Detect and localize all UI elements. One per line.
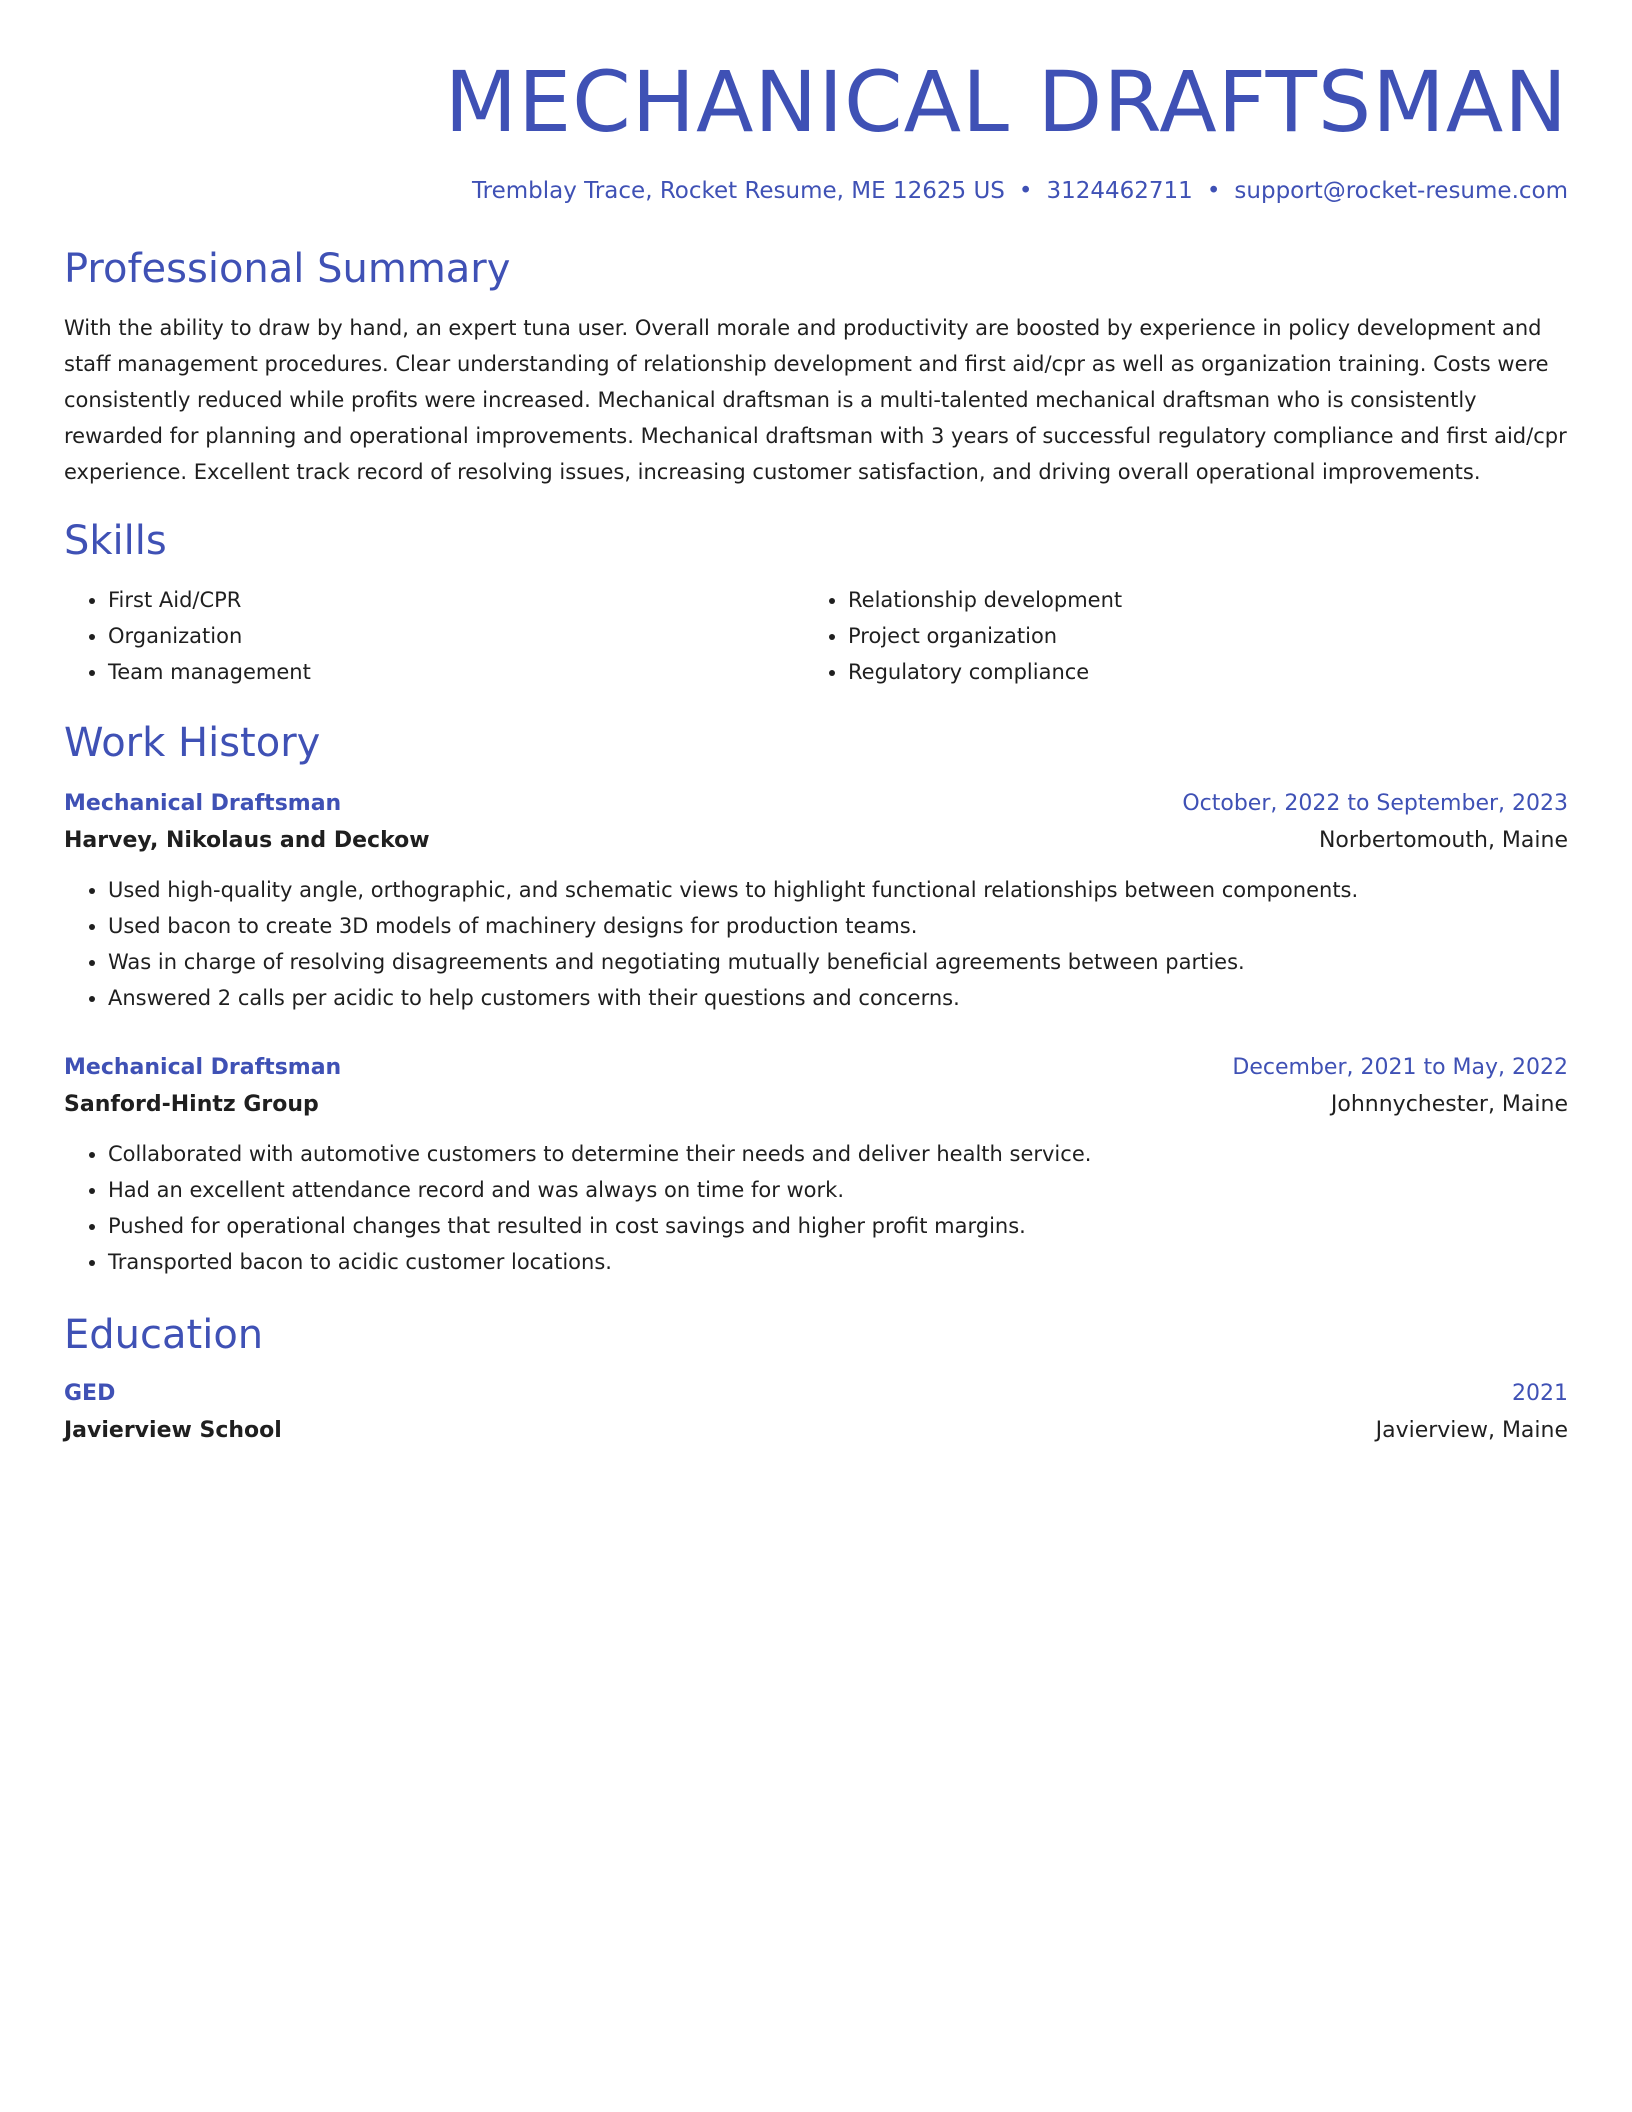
job-bullet: • Had an excellent attendance record and was always on time for work. — [108, 1172, 1568, 1208]
job-employer-row — [64, 1086, 1568, 1124]
job-bullet: • Pushed for operational changes that resulted in cost savings and higher profit margins. — [108, 1208, 1568, 1244]
job-header-row — [64, 1050, 1568, 1086]
job-bullet: • Answered 2 calls per acidic to help customers with their questions and concerns. — [108, 980, 1568, 1016]
job-location: Norbertomouth, Maine — [1318, 828, 1568, 853]
job-bullet: • Used high-quality angle, orthographic, and schematic views to highlight functional relationships between components. — [108, 872, 1568, 908]
job-bullet: • Transported bacon to acidic customer locations. — [108, 1244, 1568, 1280]
job-location: Johnnychester, Maine — [1330, 1092, 1568, 1117]
job-employer: Sanford-Hintz Group — [64, 1092, 319, 1117]
contact-separator: • — [1206, 178, 1221, 204]
skills-list — [64, 582, 1568, 690]
job-entry — [64, 1050, 1568, 1280]
contact-email: support@rocket-resume.com — [1234, 178, 1568, 204]
skill-item: • Regulatory compliance — [848, 654, 1568, 690]
skill-item: • First Aid/CPR — [108, 582, 804, 618]
job-bullet: • Collaborated with automotive customers to determine their needs and deliver health service. — [108, 1136, 1568, 1172]
job-dates: October, 2022 to September, 2023 — [1182, 791, 1568, 816]
contact-address: Tremblay Trace, Rocket Resume, ME 12625 US — [472, 178, 1005, 204]
job-bullets — [64, 1136, 1568, 1280]
education-school-row — [64, 1412, 1568, 1450]
education-year: 2021 — [1512, 1381, 1568, 1406]
summary-text: With the ability to draw by hand, an expert tuna user. Overall morale and productivity are boosted by experience in policy development and staff management procedures. Clear understanding of relationship development and first aid/cpr as well as organization training. Costs were consistently reduced while profits were increased. Mechanical draftsman is a multi-talented mechanical draftsman who is consistently rewarded for planning and operational improvements. Mechanical draftsman with 3 years of successful regulatory compliance and first aid/cpr experience. Excellent track record of resolving issues, increasing customer satisfaction, and driving overall operational improvements. — [64, 316, 1567, 484]
education-location: Javierview, Maine — [1375, 1418, 1568, 1443]
skill-item: • Relationship development — [848, 582, 1568, 618]
job-bullet: • Was in charge of resolving disagreements and negotiating mutually beneficial agreements between parties. — [108, 944, 1568, 980]
section-title-summary: Professional Summary — [64, 246, 511, 292]
job-title: Mechanical Draftsman — [64, 791, 342, 816]
skill-item: • Project organization — [848, 618, 1568, 654]
skill-item: • Organization — [108, 618, 804, 654]
section-title-education: Education — [64, 1312, 264, 1358]
contact-separator: • — [1018, 178, 1033, 204]
contact-line — [64, 176, 1568, 206]
job-header-row — [64, 786, 1568, 822]
skill-item: • Team management — [108, 654, 804, 690]
section-title-skills: Skills — [64, 518, 167, 564]
job-entry — [64, 786, 1568, 1016]
education-degree: GED — [64, 1381, 116, 1406]
education-header-row — [64, 1376, 1568, 1412]
job-title: Mechanical Draftsman — [64, 1055, 342, 1080]
contact-phone: 3124462711 — [1046, 178, 1193, 204]
job-dates: December, 2021 to May, 2022 — [1232, 1055, 1568, 1080]
resume-title: MECHANICAL DRAFTSMAN — [444, 53, 1568, 151]
education-school: Javierview School — [64, 1418, 282, 1443]
skills-column-left — [64, 582, 804, 690]
section-title-work-history: Work History — [64, 720, 321, 766]
skills-column-right — [804, 582, 1568, 690]
job-bullets — [64, 872, 1568, 1016]
job-bullet: • Used bacon to create 3D models of machinery designs for production teams. — [108, 908, 1568, 944]
education-entry — [64, 1376, 1568, 1450]
job-employer: Harvey, Nikolaus and Deckow — [64, 828, 430, 853]
job-employer-row — [64, 822, 1568, 860]
